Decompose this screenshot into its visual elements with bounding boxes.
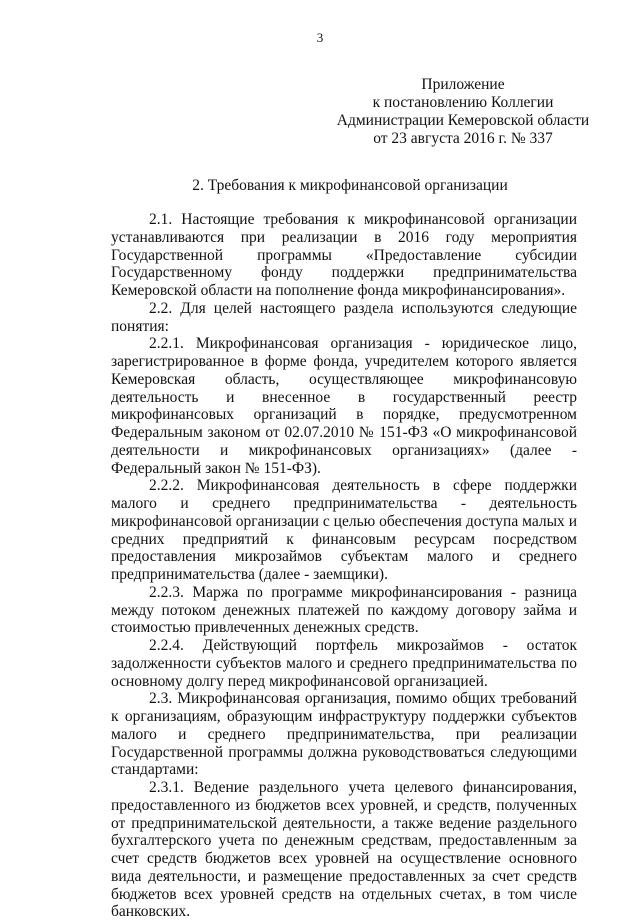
appendix-line-2: к постановлению Коллегии — [372, 94, 554, 111]
appendix-header — [318, 76, 608, 148]
paragraph-2-2-4: 2.2.4. Действующий портфель микрозаймов - остаток задолженности субъектов малого и среднего предпринимательства по основному долгу перед микрофинансовой организацией. — [111, 637, 577, 690]
paragraph-2-3: 2.3. Микрофинансовая организация, помимо общих требований к организациям, образующим инфраструктуру поддержки субъектов малого и среднего предпринимательства, при реализации Государственной программы должна руководствоваться следующими стандартами: — [111, 690, 577, 779]
paragraph-2-3-1: 2.3.1. Ведение раздельного учета целевого финансирования, предоставленного из бюджетов всех уровней, и средств, полученных от предпринимательской деятельности, а также ведение раздельного бухгалтерского учета по денежным средствам, предоставленным за счет средств бюджетов всех уровней на осуществление основного вида деятельности, и размещение предоставленных за счет средств бюджетов всех уровней средств на отдельных счетах, в том числе банковских. — [111, 779, 577, 921]
paragraph-2-2-2: 2.2.2. Микрофинансовая деятельность в сфере поддержки малого и среднего предпринимательства - деятельность микрофинансовой организации с целью обеспечения доступа малых и средних предприятий к финансовым ресурсам посредством предоставления микрозаймов субъектам малого и среднего предпринимательства (далее - заемщики). — [111, 477, 577, 583]
paragraph-2-2: 2.2. Для целей настоящего раздела используются следующие понятия: — [111, 299, 577, 335]
appendix-line-4: от 23 августа 2016 г. № 337 — [373, 130, 553, 147]
paragraph-2-1: 2.1. Настоящие требования к микрофинансовой организации устанавливаются при реализации в 2016 году мероприятия Государственной программы «Предоставление субсидии Государственному фонду поддержки предпринимательства Кемеровской области на пополнение фонда микрофинансирования». — [111, 211, 577, 299]
appendix-line-1: Приложение — [421, 76, 505, 93]
appendix-line-3: Администрации Кемеровской области — [336, 112, 590, 129]
paragraph-2-2-3: 2.2.3. Маржа по программе микрофинансирования - разница между потоком денежных платежей по каждому договору займа и стоимостью привлеченных денежных средств. — [111, 583, 577, 637]
body-text — [111, 211, 577, 921]
paragraph-2-2-1: 2.2.1. Микрофинансовая организация - юридическое лицо, зарегистрированное в форме фонда, учредителем которого является Кемеровская область, осуществляющее микрофинансовую деятельность и внесенное в государственный реестр микрофинансовых организаций в порядке, предусмотренном Федеральным законом от 02.07.2010 № 151-ФЗ «О микрофинансовой деятельности и микрофинансовых организациях» (далее - Федеральный закон № 151-ФЗ). — [111, 335, 577, 477]
section-title: 2. Требования к микрофинансовой организации — [192, 177, 508, 194]
page-number: 3 — [316, 30, 324, 45]
